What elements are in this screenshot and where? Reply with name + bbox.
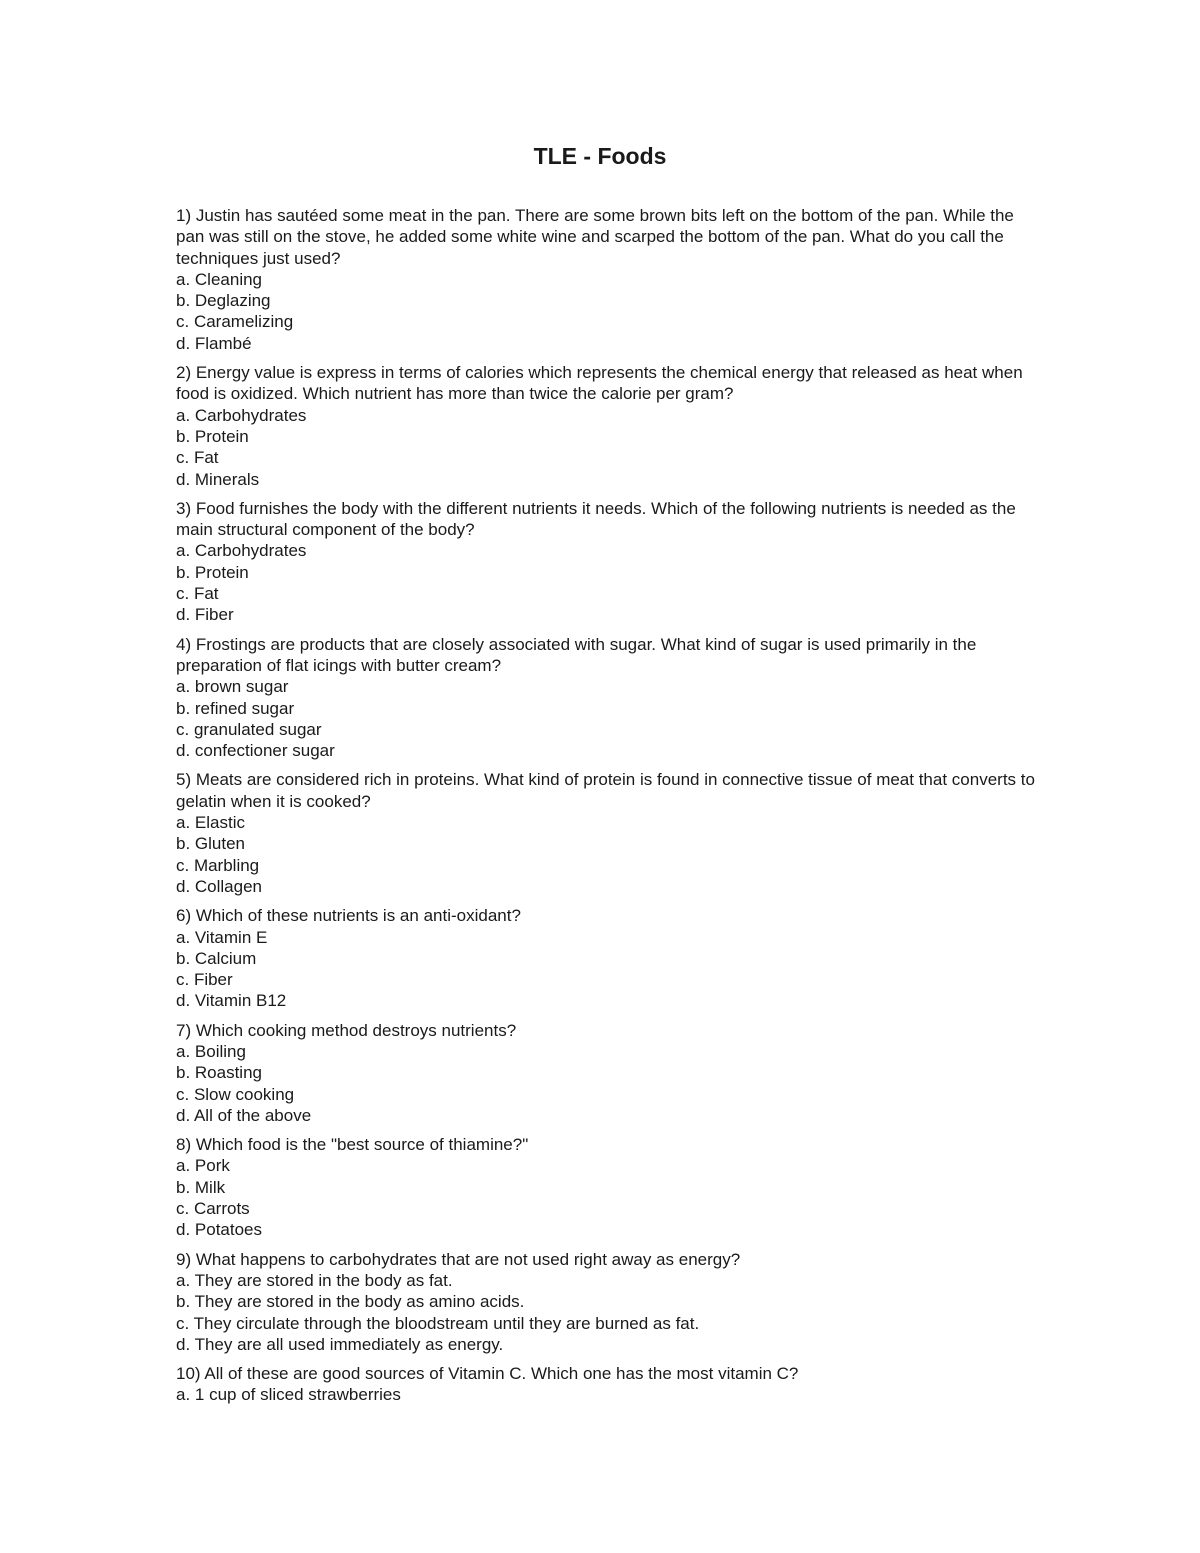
option: d. All of the above — [176, 1105, 312, 1125]
option: a. Boiling — [176, 1041, 246, 1061]
option-list — [176, 927, 1036, 1012]
option: b. Calcium — [176, 948, 257, 968]
option: d. Fiber — [176, 605, 234, 625]
question-text: 9) What happens to carbohydrates that are not used right away as energy? — [176, 1249, 741, 1269]
question-6 — [176, 905, 1036, 1011]
option: b. Roasting — [176, 1063, 262, 1083]
option: d. confectioner sugar — [176, 741, 335, 761]
question-text: 10) All of these are good sources of Vitamin C. Which one has the most vitamin C? — [176, 1364, 799, 1384]
option-list — [176, 1384, 1036, 1405]
option: d. Minerals — [176, 469, 260, 489]
question-text: 8) Which food is the "best source of thiamine?" — [176, 1135, 529, 1155]
option: a. Pork — [176, 1156, 230, 1176]
option: d. Flambé — [176, 333, 252, 353]
question-text: 7) Which cooking method destroys nutrients? — [176, 1020, 517, 1040]
question-8 — [176, 1134, 1036, 1240]
option: c. They circulate through the bloodstream until they are burned as fat. — [176, 1313, 700, 1333]
question-9 — [176, 1249, 1036, 1355]
question-5 — [176, 769, 1036, 897]
option-list — [176, 405, 1036, 490]
option: b. refined sugar — [176, 698, 295, 718]
option: b. Gluten — [176, 834, 245, 854]
option: a. Elastic — [176, 813, 245, 833]
option: a. Vitamin E — [176, 927, 268, 947]
option: c. Fat — [176, 448, 219, 468]
option: d. Vitamin B12 — [176, 991, 287, 1011]
option: a. brown sugar — [176, 677, 289, 697]
question-10 — [176, 1363, 1036, 1406]
option-list — [176, 1041, 1036, 1126]
option: b. Protein — [176, 426, 249, 446]
question-text: 1) Justin has sautéed some meat in the pan. There are some brown bits left on the bottom of the pan. While the pan was still on the stove, he added some white wine and scarped the bottom of the pan. What do you call the techniques just used? — [176, 206, 1014, 268]
page-title: TLE - Foods — [533, 143, 667, 169]
option: a. Carbohydrates — [176, 405, 307, 425]
option-list — [176, 812, 1036, 897]
option: b. They are stored in the body as amino acids. — [176, 1292, 525, 1312]
question-2 — [176, 362, 1036, 490]
question-text: 4) Frostings are products that are closely associated with sugar. What kind of sugar is used primarily in the preparation of flat icings with butter cream? — [176, 634, 977, 675]
option: b. Deglazing — [176, 291, 271, 311]
option: c. Fiber — [176, 970, 233, 990]
option: a. They are stored in the body as fat. — [176, 1270, 453, 1290]
option-list — [176, 1270, 1036, 1355]
question-text: 2) Energy value is express in terms of calories which represents the chemical energy that released as heat when food is oxidized. Which nutrient has more than twice the calorie per gram? — [176, 363, 1023, 404]
option: c. Slow cooking — [176, 1084, 295, 1104]
option-list — [176, 1155, 1036, 1240]
option: d. Collagen — [176, 876, 263, 896]
option: a. 1 cup of sliced strawberries — [176, 1385, 401, 1405]
option: a. Carbohydrates — [176, 541, 307, 561]
question-text: 3) Food furnishes the body with the different nutrients it needs. Which of the following nutrients is needed as the main structural component of the body? — [176, 498, 1016, 540]
option-list — [176, 269, 1036, 354]
option-list — [176, 540, 1036, 625]
option: b. Milk — [176, 1177, 226, 1197]
option: c. Caramelizing — [176, 312, 294, 332]
question-1 — [176, 205, 1036, 354]
option: d. They are all used immediately as energy. — [176, 1334, 504, 1354]
question-text: 5) Meats are considered rich in proteins. What kind of protein is found in connective tissue of meat that converts to gelatin when it is cooked? — [176, 770, 1035, 811]
question-7 — [176, 1020, 1036, 1126]
option: c. Carrots — [176, 1199, 250, 1219]
option: b. Protein — [176, 562, 249, 582]
option-list — [176, 676, 1036, 761]
question-3 — [176, 498, 1036, 626]
question-4 — [176, 634, 1036, 762]
option: c. granulated sugar — [176, 719, 322, 739]
question-list — [176, 205, 1036, 1414]
option: c. Marbling — [176, 855, 260, 875]
option: d. Potatoes — [176, 1220, 263, 1240]
question-text: 6) Which of these nutrients is an anti-oxidant? — [176, 906, 521, 926]
option: c. Fat — [176, 584, 219, 604]
option: a. Cleaning — [176, 269, 263, 289]
